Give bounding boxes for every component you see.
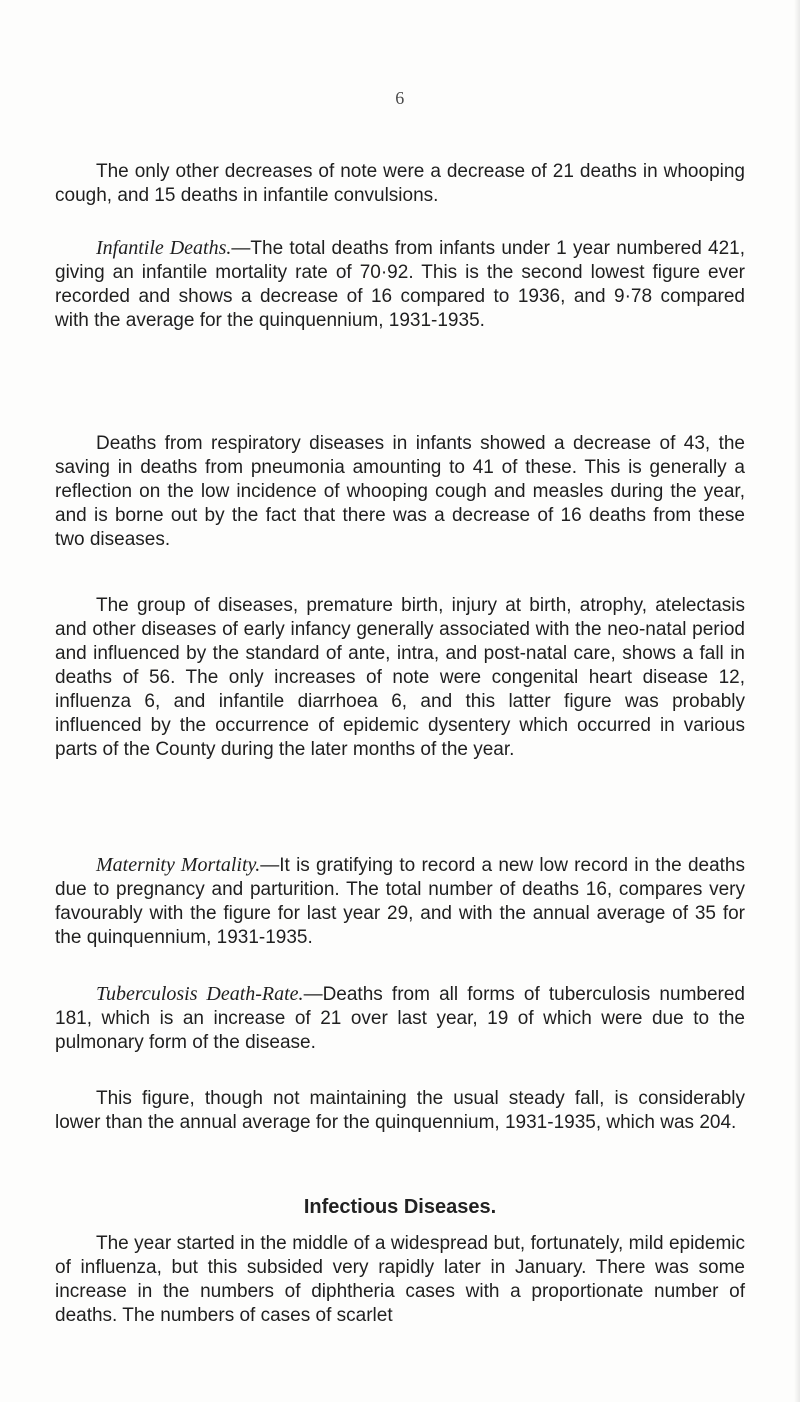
- section-heading: Infectious Diseases.: [303, 1196, 497, 1218]
- paragraph-decreases: [55, 160, 745, 208]
- paragraph-lead: Infantile Deaths.: [96, 237, 232, 259]
- paragraph-text: —The total deaths from infants under 1 year numbered 421, giving an infantile mortality rate of 70·92. This is the second lowest figure ever recorded and shows a decrease of 16 compared to 1936, and 9·78 compared with the average for the quinquennium, 1931-1935.: [55, 238, 745, 331]
- paragraph-infantile-deaths: [55, 236, 745, 333]
- paragraph-text: —It is gratifying to record a new low record in the deaths due to pregnancy and parturition. The total number of deaths 16, compares very favourably with the figure for last year 29, and with the annual average of 35 for the quinquennium, 1931-1935.: [55, 855, 745, 948]
- paragraph-tuberculosis: [55, 982, 745, 1055]
- paragraph-lead: Maternity Mortality.: [96, 854, 261, 876]
- paragraph-text: The group of diseases, premature birth, injury at birth, atrophy, atelectasis and other diseases of early infancy generally associated with the neo-natal period and influenced by the standard of ante, intra, and post-natal care, shows a fall in deaths of 56. The only increases of note were congenital heart disease 12, influenza 6, and infantile diarrhoea 6, and this latter figure was probably influenced by the occurrence of epidemic dysentery which occurred in various parts of the County during the later months of the year.: [55, 595, 745, 760]
- paragraph-disease-group: [55, 594, 745, 762]
- page-number: 6: [395, 88, 405, 108]
- paragraph-infectious-diseases: [55, 1232, 745, 1328]
- page-edge-shadow: [794, 0, 800, 1402]
- paragraph-text: This figure, though not maintaining the usual steady fall, is considerably lower than the annual average for the quinquennium, 1931-1935, which was 204.: [55, 1088, 745, 1133]
- paragraph-maternity-mortality: [55, 853, 745, 950]
- paragraph-text: —Deaths from all forms of tuberculosis numbered 181, which is an increase of 21 over last year, 19 of which were due to the pulmonary form of the disease.: [55, 984, 745, 1053]
- paragraph-text: Deaths from respiratory diseases in infants showed a decrease of 43, the saving in deaths from pneumonia amounting to 41 of these. This is generally a reflection on the low incidence of whooping cough and measles during the year, and is borne out by the fact that there was a decrease of 16 deaths from these two diseases.: [55, 433, 745, 550]
- paragraph-text: The year started in the middle of a widespread but, fortunately, mild epidemic of influenza, but this subsided very rapidly later in January. There was some increase in the numbers of diphtheria cases with a proportionate number of deaths. The numbers of cases of scarlet: [55, 1233, 745, 1326]
- paragraph-tuberculosis-average: [55, 1087, 745, 1135]
- paragraph-lead: Tuberculosis Death-Rate.: [96, 983, 304, 1005]
- paragraph-respiratory: [55, 432, 745, 552]
- paragraph-text: The only other decreases of note were a decrease of 21 deaths in whooping cough, and 15 deaths in infantile convulsions.: [55, 161, 745, 206]
